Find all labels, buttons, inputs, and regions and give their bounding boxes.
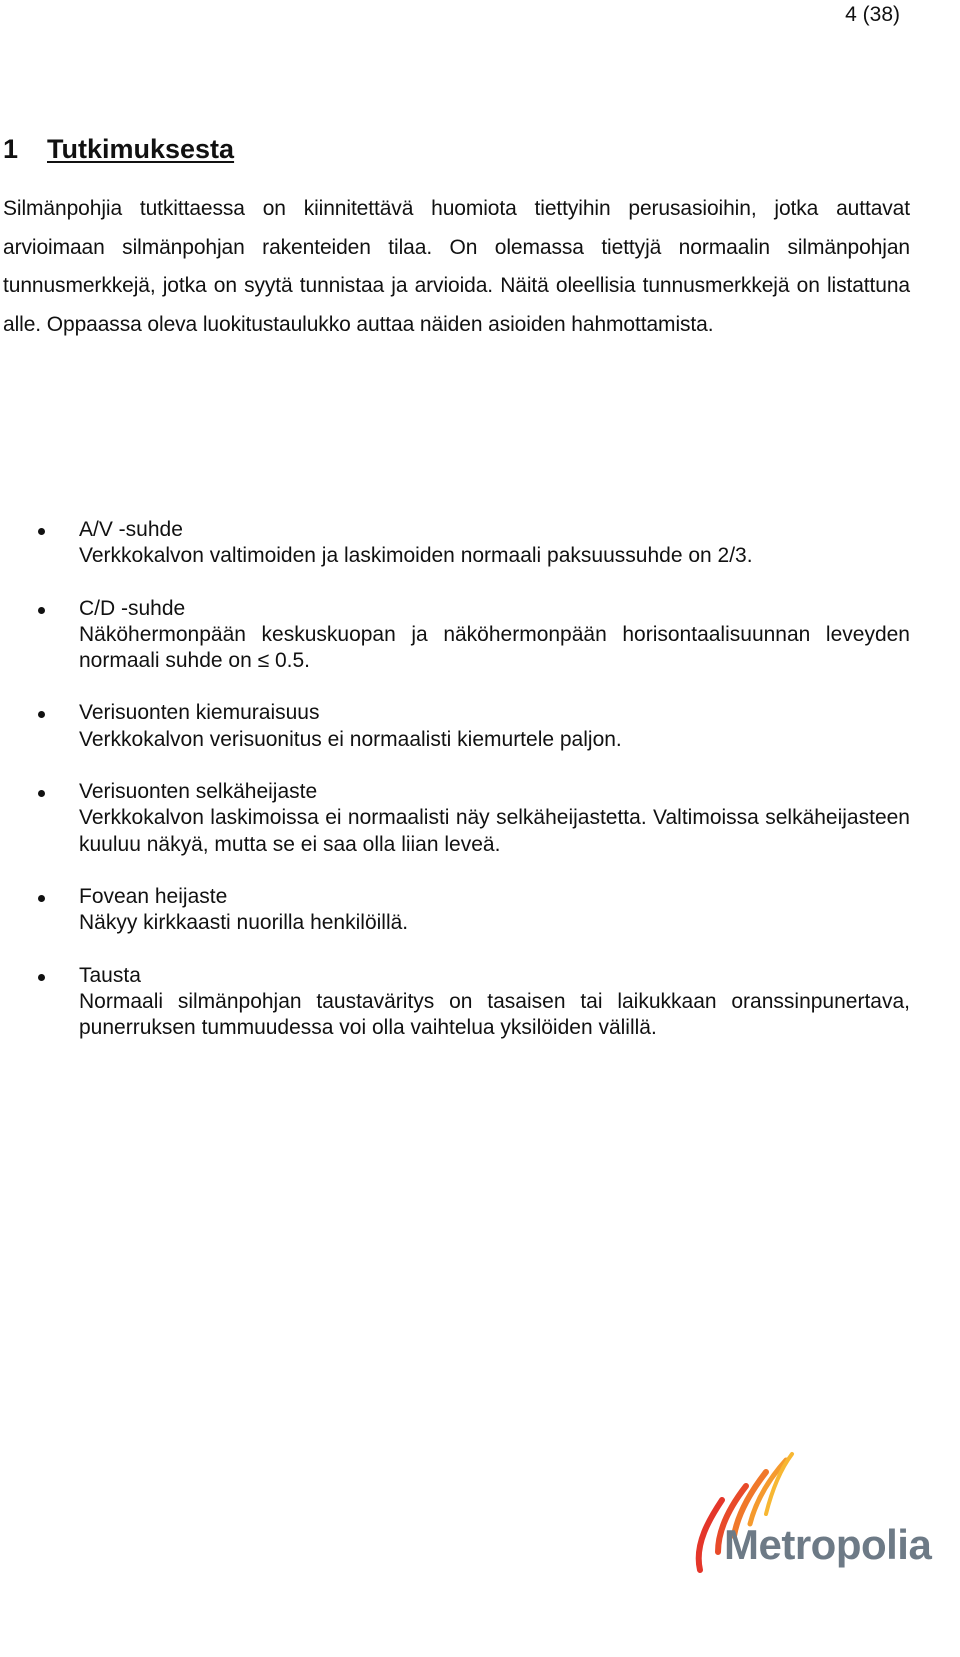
bullet-icon: [38, 974, 45, 981]
section-heading: [3, 132, 234, 166]
list-item-description: Normaali silmänpohjan taustaväritys on tasaisen tai laikukkaan oranssinpunertava, punerruksen tummuudessa voi olla vaihtelua yksilöiden välillä.: [79, 989, 910, 1040]
list-item: [0, 700, 910, 753]
list-item-description: Näkyy kirkkaasti nuorilla henkilöillä.: [79, 911, 409, 935]
list-item-title: Verisuonten selkäheijaste: [79, 780, 318, 804]
bullet-icon: [38, 895, 45, 902]
list-item-description: Verkkokalvon laskimoissa ei normaalisti näy selkäheijastetta. Valtimoissa selkäheijasteen kuuluu näkyä, mutta se ei saa olla liian leveä.: [79, 806, 910, 856]
feature-list: [0, 517, 910, 1067]
bullet-icon: [38, 711, 45, 718]
page-number: 4 (38): [845, 3, 900, 26]
section-number: 1: [3, 134, 19, 164]
bullet-icon: [38, 607, 45, 614]
list-item: [0, 963, 910, 1042]
list-item: [0, 517, 910, 570]
list-item-title: Tausta: [79, 963, 141, 987]
list-item: [0, 779, 910, 858]
intro-paragraph: Silmänpohjia tutkittaessa on kiinnitettävä huomiota tiettyihin perusasioihin, jotka auttavat arvioimaan silmänpohjan rakenteiden tilaa. On olemassa tiettyjä normaalin silmänpohjan tunnusmerkkejä, jotka on syytä tunnistaa ja arvioida. Näitä oleellisia tunnusmerkkejä on listattuna alle. Oppaassa oleva luokitustaulukko auttaa näiden asioiden hahmottamista.: [3, 197, 910, 336]
bullet-icon: [38, 790, 45, 797]
list-item-title: C/D -suhde: [79, 596, 186, 620]
section-title: Tutkimuksesta: [47, 134, 235, 164]
list-item-description: Verkkokalvon verisuonitus ei normaalisti kiemurtele paljon.: [79, 727, 622, 751]
list-item-title: Fovean heijaste: [79, 884, 228, 908]
list-item-description: Näköhermonpään keskuskuopan ja näköhermonpään horisontaalisuunnan leveyden normaali suhde on ≤ 0.5.: [79, 622, 910, 673]
bullet-icon: [38, 528, 45, 535]
list-item-description: Verkkokalvon valtimoiden ja laskimoiden normaali paksuussuhde on 2/3.: [79, 544, 753, 568]
logo-wordmark: Metropolia: [724, 1521, 932, 1568]
list-item-title: A/V -suhde: [79, 518, 183, 541]
list-item: [0, 596, 910, 675]
list-item: [0, 884, 910, 937]
list-item-title: Verisuonten kiemuraisuus: [79, 701, 320, 725]
